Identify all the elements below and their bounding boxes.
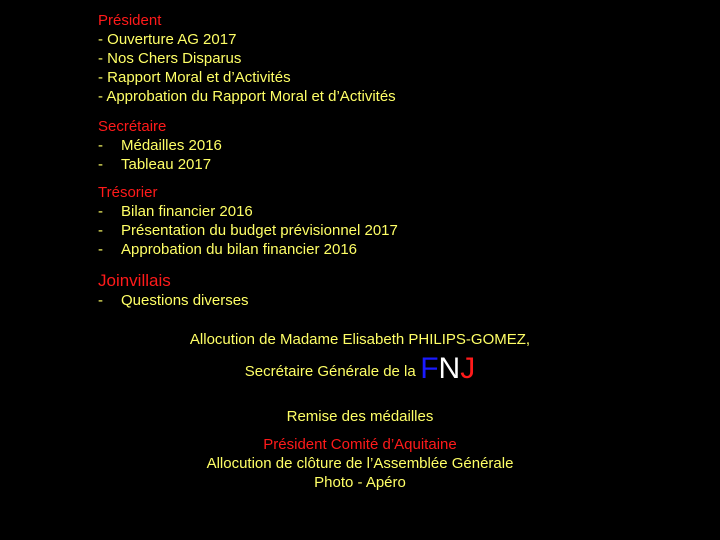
joinvillais-section: [98, 270, 249, 310]
joinvillais-item-1-text: Questions diverses: [121, 292, 249, 309]
president-item-2: - Nos Chers Disparus: [98, 50, 242, 67]
allocution-section: [0, 330, 720, 349]
secretaire-heading: Secrétaire: [98, 118, 167, 135]
president-item-1: - Ouverture AG 2017: [98, 31, 237, 48]
closing-section: [0, 435, 720, 492]
tresorier-item-2-text: Présentation du budget prévisionnel 2017: [121, 222, 398, 239]
secretaire-item-2: [98, 155, 222, 174]
fnj-letter-j: J: [460, 352, 476, 385]
tresorier-heading: Trésorier: [98, 184, 158, 201]
tresorier-item-3-text: Approbation du bilan financier 2016: [121, 241, 358, 258]
allocution-line-2-row: [0, 354, 720, 384]
president-section: [98, 11, 396, 106]
joinvillais-item-1: [98, 291, 249, 310]
secretaire-item-1: [98, 136, 222, 155]
bullet-dash: -: [98, 203, 103, 220]
closing-president: Président Comité d’Aquitaine: [263, 436, 457, 453]
allocution-line-1: Allocution de Madame Elisabeth PHILIPS-GOMEZ,: [189, 331, 531, 348]
joinvillais-heading: Joinvillais: [98, 271, 171, 290]
tresorier-item-2: [98, 221, 398, 240]
bullet-dash: -: [98, 292, 103, 309]
president-item-4: - Approbation du Rapport Moral et d’Activités: [98, 88, 396, 105]
secretaire-item-1-text: Médailles 2016: [121, 137, 222, 154]
remise-section: [0, 407, 720, 426]
tresorier-section: [98, 183, 398, 259]
bullet-dash: -: [98, 156, 103, 173]
president-item-3: - Rapport Moral et d’Activités: [98, 69, 291, 86]
bullet-dash: -: [98, 222, 103, 239]
fnj-letter-f: F: [420, 352, 439, 385]
secretaire-item-2-text: Tableau 2017: [121, 156, 212, 173]
remise-text: Remise des médailles: [286, 408, 434, 425]
tresorier-item-3: [98, 240, 398, 259]
fnj-logo: [420, 352, 475, 385]
bullet-dash: -: [98, 241, 103, 258]
president-heading: Président: [98, 12, 162, 29]
tresorier-item-1: [98, 202, 398, 221]
bullet-dash: -: [98, 137, 103, 154]
secretaire-section: [98, 117, 222, 174]
fnj-letter-n: N: [438, 352, 461, 385]
allocution-line-2: Secrétaire Générale de la: [244, 363, 416, 380]
closing-allocution: Allocution de clôture de l’Assemblée Générale: [206, 455, 514, 472]
closing-photo: Photo - Apéro: [314, 474, 406, 491]
tresorier-item-1-text: Bilan financier 2016: [121, 203, 253, 220]
